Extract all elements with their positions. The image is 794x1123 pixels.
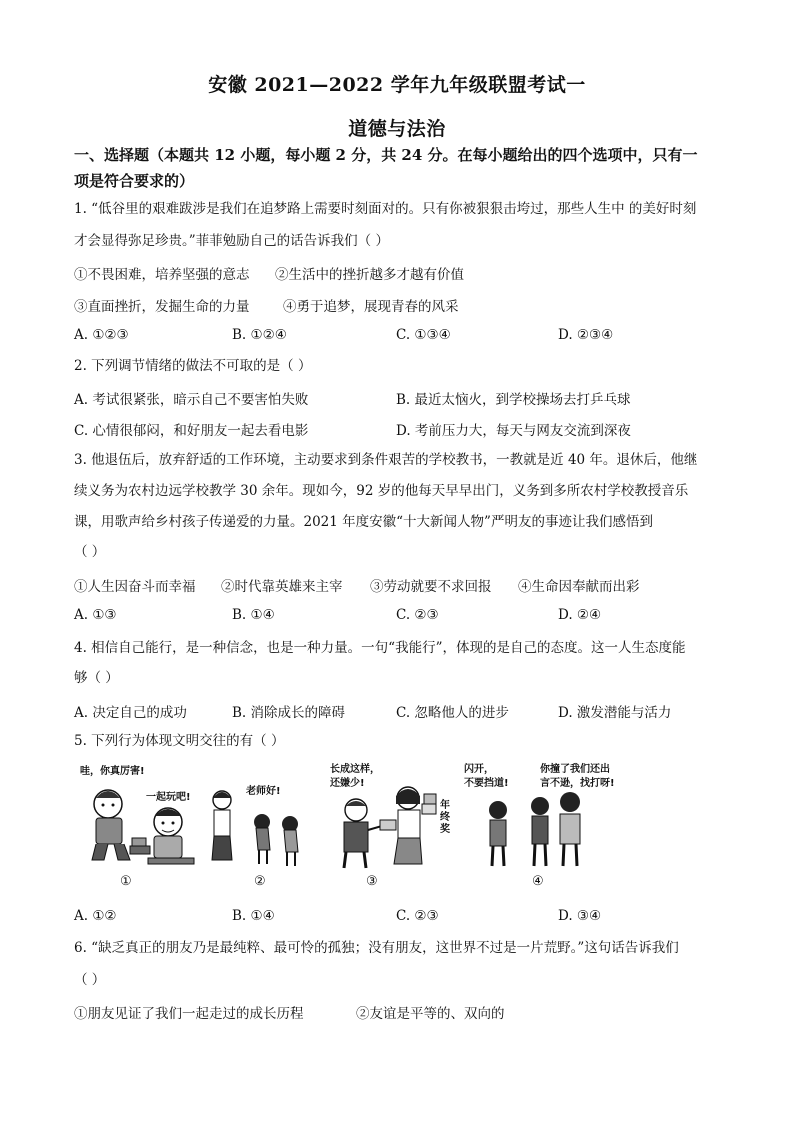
figure-3-bubble-1a: 长成这样，	[330, 764, 380, 775]
figure-4-bubble-2a: 你撞了我们还出	[540, 764, 610, 775]
q1-statement-3: ③直面挫折，发掘生命的力量	[74, 299, 250, 315]
q2-option-a[interactable]: A. 考试很紧张，暗示自己不要害怕失败	[74, 392, 309, 408]
q1-statement-2: ②生活中的挫折越多才越有价值	[275, 267, 464, 283]
q6-stem-line1: 6. “缺乏真正的朋友乃是最纯粹、最可怜的孤独；没有朋友，这世界不过是一片荒野。”这句话告诉我们	[74, 940, 679, 956]
figure-4-illustration	[462, 760, 632, 872]
q4-option-c[interactable]: C. 忽略他人的进步	[396, 705, 509, 721]
q3-statement-1: ①人生因奋斗而幸福	[74, 579, 196, 595]
q5-option-c[interactable]: C. ②③	[396, 908, 439, 924]
q3-option-a[interactable]: A. ①③	[74, 607, 117, 623]
figure-3-bubble-2a: 年	[440, 800, 450, 811]
q5-figure-2	[206, 760, 316, 890]
q3-statement-2: ②时代靠英雄来主宰	[221, 579, 343, 595]
figure-3-bubble-2b: 终	[440, 812, 450, 823]
exam-title: 安徽 2021—2022 学年九年级联盟考试一	[208, 74, 586, 96]
figure-3-bubble-2c: 奖	[440, 824, 450, 835]
figure-1-bubble-2: 一起玩吧!	[146, 792, 191, 803]
subject-title: 道德与法治	[348, 118, 446, 140]
q6-stem-line2: （ ）	[74, 972, 106, 988]
q5-figure-4	[462, 760, 632, 890]
figure-2-illustration	[206, 760, 316, 872]
figure-2-label: ②	[254, 874, 266, 889]
q4-stem-line2: 够（ ）	[74, 670, 119, 686]
q4-option-b[interactable]: B. 消除成长的障碍	[232, 705, 346, 721]
figure-2-bubble-1: 老师好!	[246, 786, 281, 797]
q3-stem-line4: （ ）	[74, 544, 106, 560]
q1-option-b[interactable]: B. ①②④	[232, 327, 287, 343]
q5-option-d[interactable]: D. ③④	[558, 908, 602, 924]
q5-stem: 5. 下列行为体现文明交往的有（ ）	[74, 733, 285, 749]
figure-3-bubble-1b: 还嫌少!	[330, 778, 365, 789]
q2-stem: 2. 下列调节情绪的做法不可取的是（ ）	[74, 358, 312, 374]
q5-figure-1	[74, 760, 214, 890]
q1-option-c[interactable]: C. ①③④	[396, 327, 451, 343]
q2-option-b[interactable]: B. 最近太恼火，到学校操场去打乒乓球	[396, 392, 631, 408]
q2-option-d[interactable]: D. 考前压力大，每天与网友交流到深夜	[396, 423, 631, 439]
section-heading-line2: 项是符合要求的）	[74, 172, 195, 190]
section-heading-line1: 一、选择题（本题共 12 小题，每小题 2 分，共 24 分。在每小题给出的四个选项中，只有一	[74, 146, 698, 164]
q5-option-a[interactable]: A. ①②	[74, 908, 117, 924]
q3-option-c[interactable]: C. ②③	[396, 607, 439, 623]
q1-stem-line1: 1. “低谷里的艰难跋涉是我们在追梦路上需要时刻面对的。只有你被狠狠击垮过，那些人生中 的美好时刻	[74, 201, 697, 217]
q4-stem-line1: 4. 相信自己能行，是一种信念，也是一种力量。一句“我能行”，体现的是自己的态度。这一人生态度能	[74, 640, 686, 656]
q4-option-d[interactable]: D. 激发潜能与活力	[558, 705, 672, 721]
figure-3-label: ③	[366, 874, 378, 889]
q1-option-a[interactable]: A. ①②③	[74, 327, 129, 343]
q3-statement-3: ③劳动就要不求回报	[370, 579, 492, 595]
figure-4-bubble-1b: 不要挡道!	[464, 778, 509, 789]
figure-3-illustration	[328, 760, 458, 872]
q5-option-b[interactable]: B. ①④	[232, 908, 275, 924]
figure-4-bubble-1a: 闪开，	[464, 764, 494, 775]
q1-stem-line2: 才会显得弥足珍贵。”菲菲勉励自己的话告诉我们（ ）	[74, 233, 389, 249]
q3-stem-line3: 课，用歌声给乡村孩子传递爱的力量。2021 年度安徽“十大新闻人物”严明友的事迹让我们感悟到	[74, 514, 653, 530]
q1-statement-1: ①不畏困难，培养坚强的意志	[74, 267, 250, 283]
q3-option-b[interactable]: B. ①④	[232, 607, 275, 623]
q3-stem-line1: 3. 他退伍后，放弃舒适的工作环境，主动要求到条件艰苦的学校教书，一教就是近 40 年。退休后，他继	[74, 452, 698, 468]
figure-1-bubble-1: 哇，你真厉害!	[80, 766, 145, 777]
figure-1-label: ①	[120, 874, 132, 889]
q6-statement-1: ①朋友见证了我们一起走过的成长历程	[74, 1006, 304, 1022]
figure-1-illustration	[74, 760, 214, 872]
figure-4-label: ④	[532, 874, 544, 889]
q3-stem-line2: 续义务为农村边远学校教学 30 余年。现如今，92 岁的他每天早早出门，义务到多所农村学校教授音乐	[74, 483, 689, 499]
q3-statement-4: ④生命因奉献而出彩	[518, 579, 640, 595]
q3-option-d[interactable]: D. ②④	[558, 607, 602, 623]
q2-option-c[interactable]: C. 心情很郁闷，和好朋友一起去看电影	[74, 423, 309, 439]
q1-option-d[interactable]: D. ②③④	[558, 327, 614, 343]
q6-statement-2: ②友谊是平等的、双向的	[356, 1006, 505, 1022]
q5-figure-3	[328, 760, 458, 890]
q1-statement-4: ④勇于追梦，展现青春的风采	[283, 299, 459, 315]
q4-option-a[interactable]: A. 决定自己的成功	[74, 705, 187, 721]
figure-4-bubble-2b: 言不逊，找打呀!	[540, 778, 615, 789]
